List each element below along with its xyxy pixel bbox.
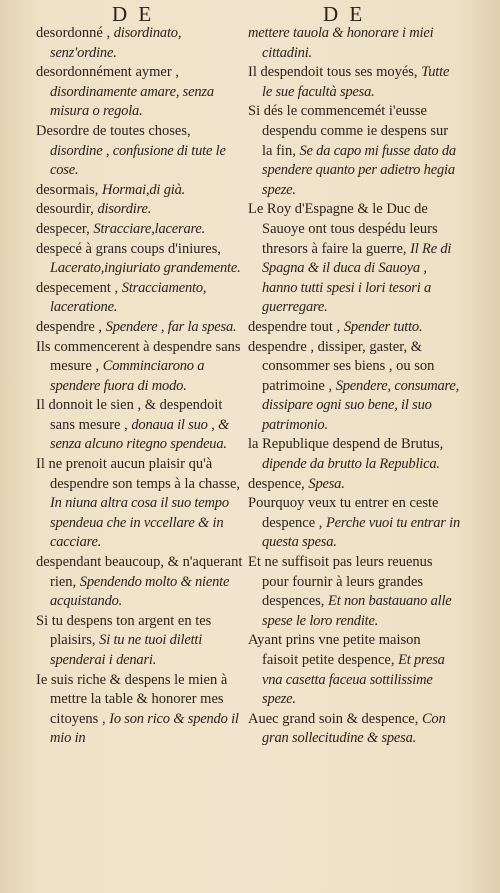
italian-translation: Si tu ne tuoi diletti spenderai i denari. <box>50 632 203 668</box>
french-headword: desordonné , <box>36 25 111 41</box>
french-headword: desordonnément aymer , <box>36 64 179 81</box>
dictionary-entry <box>36 240 244 279</box>
french-headword: Auec grand soin & despence, <box>248 710 419 727</box>
italian-translation: Spendere, consumare, dissipare ogni suo bene, il suo patrimonio. <box>262 377 460 433</box>
dictionary-entry <box>36 63 244 122</box>
french-headword: despecer, <box>36 220 90 237</box>
french-headword: Il donnoit le sien , & despendoit sans mesure , <box>36 397 223 433</box>
dictionary-entry <box>36 181 244 201</box>
dictionary-entry <box>248 553 460 631</box>
dictionary-entry <box>248 338 460 436</box>
italian-translation: Stracciare,lacerare. <box>93 220 206 237</box>
dictionary-entry <box>36 396 244 455</box>
dictionary-entry <box>36 455 244 553</box>
french-headword: la Republique despend de Brutus, <box>248 436 444 453</box>
dictionary-entry <box>248 494 460 553</box>
dictionary-entry <box>36 220 244 240</box>
dictionary-entry <box>248 710 460 749</box>
french-headword: despendant beaucoup, & n'aquerant rien, <box>36 554 243 590</box>
french-headword: Il ne prenoit aucun plaisir qu'à despendre son temps à la chasse, <box>36 456 241 492</box>
italian-translation: Il Re di Spagna & il duca di Sauoya , hanno tutti spesi i lori tesori a guerregare. <box>262 240 452 316</box>
italian-translation: Comminciarono a spendere fuora di modo. <box>50 358 205 394</box>
dictionary-entry <box>36 200 244 220</box>
italian-translation: Lacerato,ingiuriato grandemente. <box>50 260 241 277</box>
right-column <box>248 24 460 749</box>
french-headword: Si tu despens ton argent en tes plaisirs, <box>36 612 212 649</box>
french-headword: despecement , <box>36 279 119 296</box>
italian-translation: Spendere , far la spesa. <box>105 318 237 335</box>
italian-translation: Perche vuoi tu entrar in questa spesa. <box>262 514 461 551</box>
french-headword: Et ne suffisoit pas leurs reuenus pour fournir à leurs grandes despences, <box>248 554 433 610</box>
french-headword: despence, <box>248 475 305 492</box>
italian-translation: Spesa. <box>308 475 345 492</box>
french-headword: Ayant prins vne petite maison faisoit petite despence, <box>248 632 421 668</box>
dictionary-entry <box>248 102 460 200</box>
dictionary-entry <box>248 200 460 318</box>
dictionary-entry <box>36 553 244 612</box>
header-left: D E <box>112 2 155 26</box>
italian-translation: Et non bastauano alle spese le loro rendite. <box>262 593 452 629</box>
italian-translation: Con gran sollecitudine & spesa. <box>262 710 446 747</box>
dictionary-entry <box>248 24 460 63</box>
dictionary-entry <box>36 122 244 181</box>
dictionary-entry <box>36 318 244 338</box>
italian-translation: disordinamente amare, senza misura o regola. <box>50 83 214 120</box>
italian-translation: disordine , confusione di tute le cose. <box>50 142 226 179</box>
italian-translation: Io son rico & spendo il mio in <box>50 710 239 747</box>
french-headword: Desordre de toutes choses, <box>36 122 191 139</box>
french-headword: despendre , dissiper, gaster, & consommer ses biens , ou son patrimoine , <box>248 338 435 394</box>
french-headword: despendre tout , <box>248 318 341 335</box>
french-headword: despecé à grans coups d'iniures, <box>36 240 222 257</box>
dictionary-entry <box>248 318 460 338</box>
dictionary-entry <box>248 435 460 474</box>
french-headword: Le Roy d'Espagne & le Duc de Sauoye ont tous despédu leurs thresors à faire la guerre, <box>248 201 438 257</box>
french-headword: Ie suis riche & despens le mien à mettre la table & honorer mes citoyens , <box>36 671 228 727</box>
french-headword: Il despendoit tous ses moyés, <box>248 64 418 81</box>
french-headword: desormais, <box>36 181 99 198</box>
dictionary-entry <box>248 63 460 102</box>
dictionary-entry <box>36 338 244 397</box>
french-headword: despendre , <box>36 318 103 335</box>
italian-translation: Spender tutto. <box>343 318 423 335</box>
running-header <box>0 2 500 24</box>
left-column <box>36 24 244 749</box>
french-headword: Ils commencerent à despendre sans mesure , <box>36 338 241 375</box>
italian-translation: disordire. <box>97 201 152 218</box>
french-headword: Pourquoy veux tu entrer en ceste despence , <box>248 495 439 531</box>
italian-translation: Spendendo molto & niente acquistando. <box>50 573 230 610</box>
french-headword: desourdir, <box>36 201 94 218</box>
italian-translation: In niuna altra cosa il suo tempo spendeua che in vccellare & in cacciare. <box>50 495 229 551</box>
italian-translation: dipende da brutto la Republica. <box>262 456 440 473</box>
dictionary-entry <box>248 475 460 495</box>
italian-translation: Et presa vna casetta faceua sottilissime speze. <box>262 652 445 708</box>
italian-translation: Tutte le sue facultà spesa. <box>262 64 450 100</box>
dictionary-entry <box>36 612 244 671</box>
italian-translation: donaua il suo , & senza alcuno ritegno spendeua. <box>50 416 230 453</box>
dictionary-entry <box>36 671 244 749</box>
dictionary-entry <box>36 279 244 318</box>
header-right: D E <box>323 2 366 26</box>
italian-translation: disordinato, senz'ordine. <box>50 25 182 61</box>
french-headword: Si dés le commencemét i'eusse despendu comme ie despens sur la fin, <box>248 103 449 159</box>
italian-translation: mettere tauola & honorare i miei cittadini. <box>248 25 434 61</box>
italian-translation: Stracciamento, laceratione. <box>50 279 207 316</box>
italian-translation: Hormai,di già. <box>102 181 186 198</box>
dictionary-entry <box>36 24 244 63</box>
italian-translation: Se da capo mi fusse dato da spendere quanto per adietro hegia speze. <box>262 142 456 198</box>
dictionary-entry <box>248 631 460 709</box>
